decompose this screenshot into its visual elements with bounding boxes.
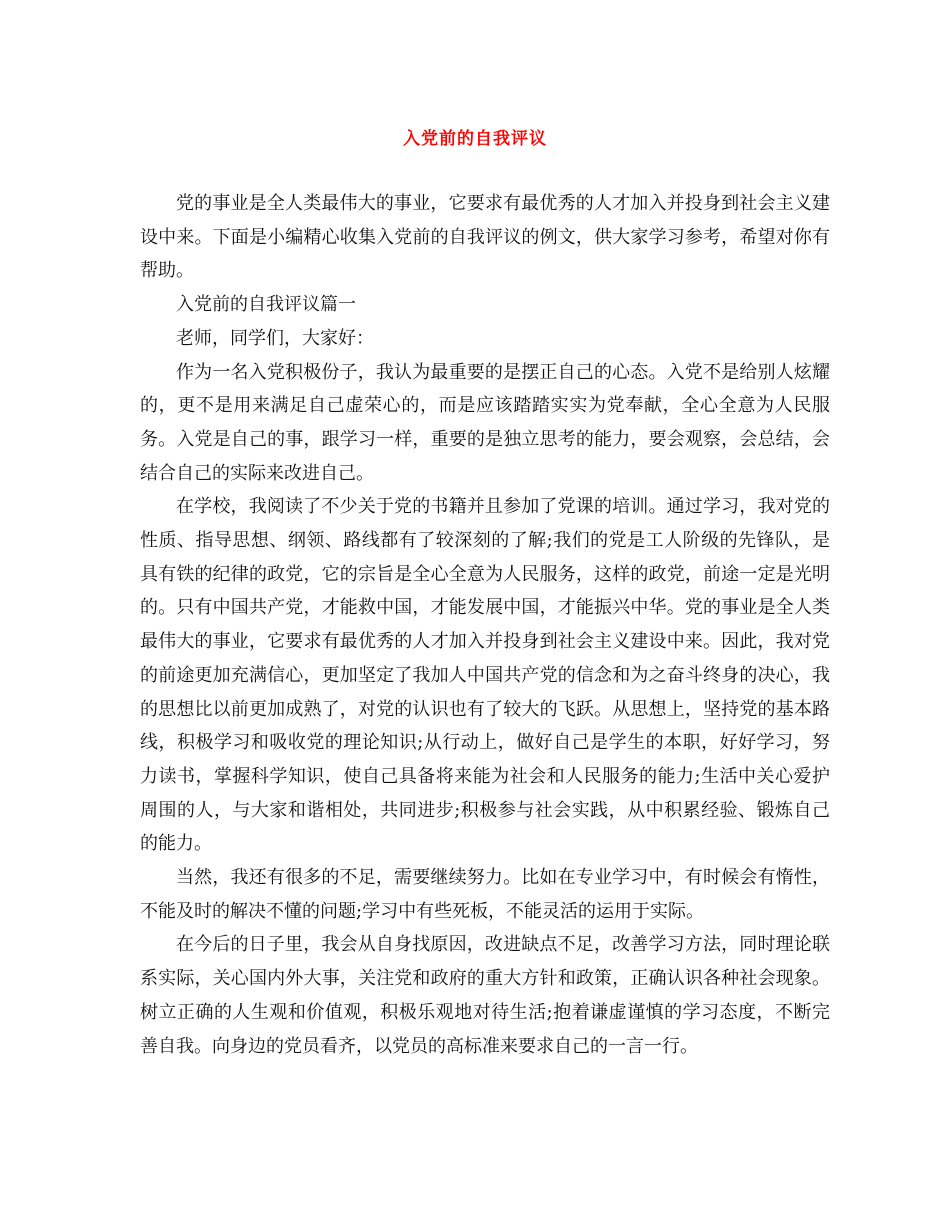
document-body (140, 187, 830, 1063)
intro-paragraph: 党的事业是全人类最伟大的事业，它要求有最优秀的人才加入并投身到社会主义建设中来。下面是小编精心收集入党前的自我评议的例文，供大家学习参考，希望对你有帮助。 (140, 193, 830, 282)
section-heading: 入党前的自我评议篇一 (176, 294, 356, 316)
body-paragraph: 当然，我还有很多的不足，需要继续努力。比如在专业学习中，有时候会有惰性，不能及时的解决不懂的问题;学习中有些死板，不能灵活的运用于实际。 (140, 867, 830, 922)
salutation: 老师，同学们，大家好： (176, 327, 374, 349)
body-paragraph: 在学校，我阅读了不少关于党的书籍并且参加了党课的培训。通过学习，我对党的性质、指导思想、纲领、路线都有了较深刻的了解;我们的党是工人阶级的先锋队，是具有铁的纪律的政党，它的宗旨是全心全意为人民服务，这样的政党，前途一定是光明的。只有中国共产党，才能救中国，才能发展中国，才能振兴中华。党的事业是全人类最伟大的事业，它要求有最优秀的人才加入并投身到社会主义建设中来。因此，我对党的前途更加充满信心，更加坚定了我加人中国共产党的信念和为之奋斗终身的决心，我的思想比以前更加成熟了，对党的认识也有了较大的飞跃。从思想上，坚持党的基本路线，积极学习和吸收党的理论知识;从行动上，做好自己是学生的本职，好好学习，努力读书，掌握科学知识，使自己具备将来能为社会和人民服务的能力;生活中关心爱护周围的人，与大家和谐相处，共同进步;积极参与社会实践，从中积累经验、锻炼自己的能力。 (140, 496, 830, 855)
body-paragraph: 作为一名入党积极份子，我认为最重要的是摆正自己的心态。入党不是给别人炫耀的，更不是用来满足自己虚荣心的，而是应该踏踏实实为党奉献，全心全意为人民服务。入党是自己的事，跟学习一样，重要的是独立思考的能力，要会观察，会总结，会结合自己的实际来改进自己。 (140, 361, 830, 484)
document-title: 入党前的自我评议 (403, 129, 547, 149)
body-paragraph: 在今后的日子里，我会从自身找原因，改进缺点不足，改善学习方法，同时理论联系实际，关心国内外大事，关注党和政府的重大方针和政策，正确认识各种社会现象。树立正确的人生观和价值观，积极乐观地对待生活;抱着谦虚谨慎的学习态度，不断完善自我。向身边的党员看齐，以党员的高标准来要求自己的一言一行。 (140, 934, 830, 1057)
